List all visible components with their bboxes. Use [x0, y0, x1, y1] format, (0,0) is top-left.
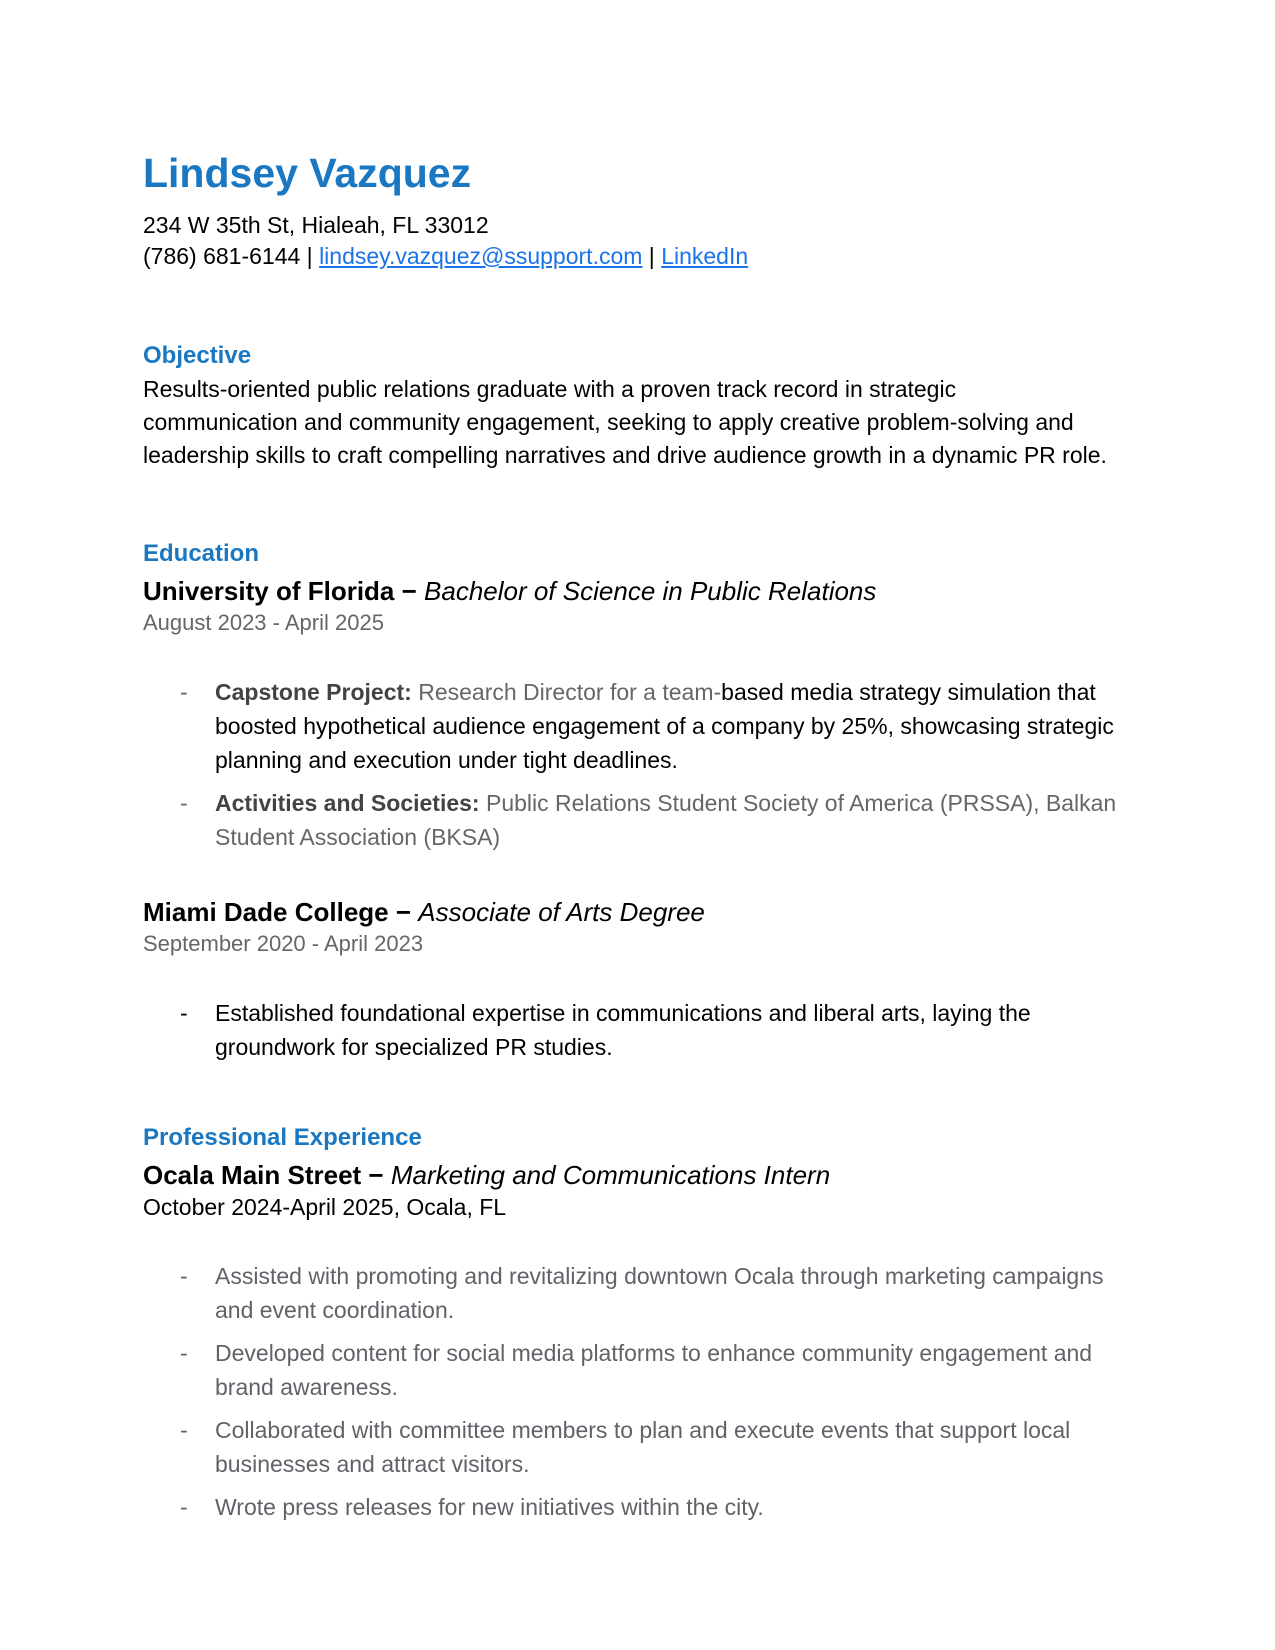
dash-bullet: - — [180, 1263, 188, 1289]
experience-bullet-list — [143, 1259, 1130, 1524]
bullet-text — [215, 675, 1130, 777]
bullet-text: Wrote press releases for new initiatives within the city. — [215, 1494, 764, 1520]
bullet-label: Activities and Societies: — [215, 790, 480, 816]
bullet-text: Developed content for social media platforms to enhance community engagement and brand awareness. — [215, 1340, 1093, 1400]
bullet-segment-black: based media strategy simulation that boosted hypothetical audience engagement of a company by 25%, showcasing strategic planning and execution under tight deadlines. — [215, 679, 1114, 773]
bullet-item — [143, 786, 1130, 854]
school-name: University of Florida — [143, 576, 395, 606]
separator: | — [300, 243, 320, 269]
separator: | — [642, 243, 662, 269]
bullet-segment-gray: Research Director for a team- — [411, 679, 722, 705]
title-separator: − — [388, 897, 419, 927]
company-name: Ocala Main Street — [143, 1160, 362, 1190]
dash-bullet: - — [180, 1340, 188, 1366]
school-dates: September 2020 - April 2023 — [143, 931, 424, 956]
job-dates: October 2024-April 2025, Ocala, FL — [143, 1194, 507, 1220]
objective-text: Results-oriented public relations graduate with a proven track record in strategic communication and community engagement, seeking to apply creative problem-solving and leadership skills to craft compelling narratives and drive audience growth in a dynamic PR role. — [143, 376, 1107, 468]
school-dates: August 2023 - April 2025 — [143, 610, 384, 635]
bullet-item — [143, 996, 1130, 1064]
dash-bullet: - — [180, 790, 188, 816]
bullet-text: Collaborated with committee members to plan and execute events that support local businesses and attract visitors. — [215, 1417, 1071, 1477]
dash-bullet: - — [180, 1000, 188, 1026]
education-bullet-list — [143, 675, 1130, 854]
bullet-item — [143, 1490, 1130, 1524]
resume-header — [143, 150, 1130, 272]
bullet-item — [143, 1259, 1130, 1327]
section-heading-education: Education — [143, 540, 260, 567]
email-link[interactable]: lindsey.vazquez@ssupport.com — [319, 243, 643, 269]
bullet-item — [143, 1413, 1130, 1481]
education-entry — [143, 896, 1130, 1064]
contact-line — [143, 241, 1130, 272]
bullet-text: Assisted with promoting and revitalizing downtown Ocala through marketing campaigns and event coordination. — [215, 1263, 1104, 1323]
degree-name: Associate of Arts Degree — [418, 897, 705, 927]
education-entry — [143, 575, 1130, 854]
phone-number: (786) 681-6144 — [143, 243, 301, 269]
section-heading-objective: Objective — [143, 342, 252, 369]
title-separator: − — [394, 576, 425, 606]
candidate-name: Lindsey Vazquez — [143, 150, 472, 196]
dash-bullet: - — [180, 1494, 188, 1520]
school-name: Miami Dade College — [143, 897, 389, 927]
address-line: 234 W 35th St, Hialeah, FL 33012 — [143, 212, 489, 238]
school-title — [143, 896, 1130, 929]
dash-bullet: - — [180, 679, 188, 705]
bullet-item — [143, 675, 1130, 777]
experience-entry — [143, 1159, 1130, 1524]
linkedin-link[interactable]: LinkedIn — [661, 243, 749, 269]
role-name: Marketing and Communications Intern — [390, 1160, 831, 1190]
section-heading-experience: Professional Experience — [143, 1124, 422, 1151]
bullet-label: Capstone Project: — [215, 679, 412, 705]
degree-name: Bachelor of Science in Public Relations — [424, 576, 877, 606]
bullet-text — [215, 786, 1130, 854]
bullet-segment-gray: Public Relations Student Society of America (PRSSA), Balkan Student Association (BKSA) — [215, 790, 1117, 850]
school-title — [143, 575, 1130, 608]
bullet-item — [143, 1336, 1130, 1404]
job-title — [143, 1159, 1130, 1192]
dash-bullet: - — [180, 1417, 188, 1443]
education-bullet-list — [143, 996, 1130, 1064]
bullet-text: Established foundational expertise in communications and liberal arts, laying the groundwork for specialized PR studies. — [215, 1000, 1031, 1060]
title-separator: − — [361, 1160, 391, 1190]
